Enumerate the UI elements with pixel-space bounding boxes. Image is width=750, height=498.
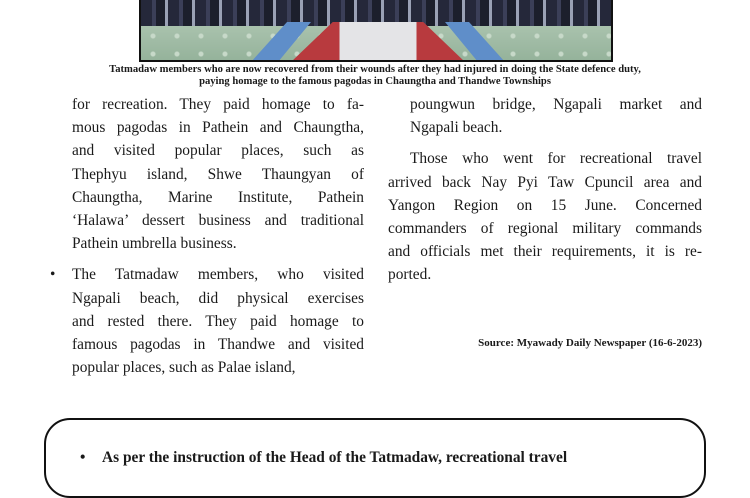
highlight-box — [44, 418, 706, 498]
text-line: Thephyu island, Shwe Thaungyan of — [72, 165, 364, 183]
text-line: The Tatmadaw members, who visited — [72, 266, 364, 284]
text-line: Those who went for recreational travel — [410, 150, 702, 168]
right-column — [388, 93, 702, 287]
text-line: and visited popular places, such as — [72, 142, 364, 160]
text-line: famous pagodas in Thandwe and visited — [72, 336, 364, 354]
bullet-icon: • — [80, 449, 86, 466]
text-line: Chaungtha, Marine Institute, Pathein — [72, 188, 364, 206]
text-line: popular places, such as Palae island, — [72, 359, 296, 377]
text-line: and officials met their requirements, it is re- — [388, 243, 702, 261]
bullet-item-ngapali — [50, 263, 364, 379]
highlight-text: As per the instruction of the Head of the Tatmadaw, recreational travel — [102, 449, 568, 466]
text-line: Ngapali beach. — [410, 119, 503, 137]
text-line: ported. — [388, 266, 432, 284]
news-photo — [139, 0, 613, 62]
source-credit: Source: Myawady Daily Newspaper (16-6-2023) — [478, 337, 702, 349]
left-column — [50, 93, 364, 379]
bullet-continuation-right — [388, 93, 702, 139]
text-line: commanders of regional military commands — [388, 220, 702, 238]
highlight-box-line — [80, 448, 700, 468]
text-line: poungwun bridge, Ngapali market and — [410, 96, 702, 113]
text-line: Ngapali beach, did physical exercises — [72, 289, 364, 307]
bullet-icon: • — [50, 266, 56, 284]
bullet1-continuation — [50, 93, 364, 255]
text-line: arrived back Nay Pyi Taw Cpuncil area and — [388, 173, 702, 191]
text-line: ‘Halawa’ dessert business and traditional — [72, 212, 364, 230]
text-line: mous pagodas in Pathein and Chaungtha, — [72, 119, 364, 137]
caption-line-1: Tatmadaw members who are now recovered from their wounds after they had injured in doing the State defence duty, — [109, 64, 641, 75]
text-line: and rested there. They paid homage to — [72, 312, 364, 330]
photo-caption — [40, 64, 710, 87]
caption-line-2: paying homage to the famous pagodas in Chaungtha and Thandwe Townships — [199, 75, 551, 87]
text-line: for recreation. They paid homage to fa- — [72, 96, 364, 113]
text-line: Pathein umbrella business. — [72, 235, 237, 253]
return-travel-paragraph — [388, 147, 702, 286]
text-line: Yangon Region on 15 June. Concerned — [388, 196, 702, 214]
